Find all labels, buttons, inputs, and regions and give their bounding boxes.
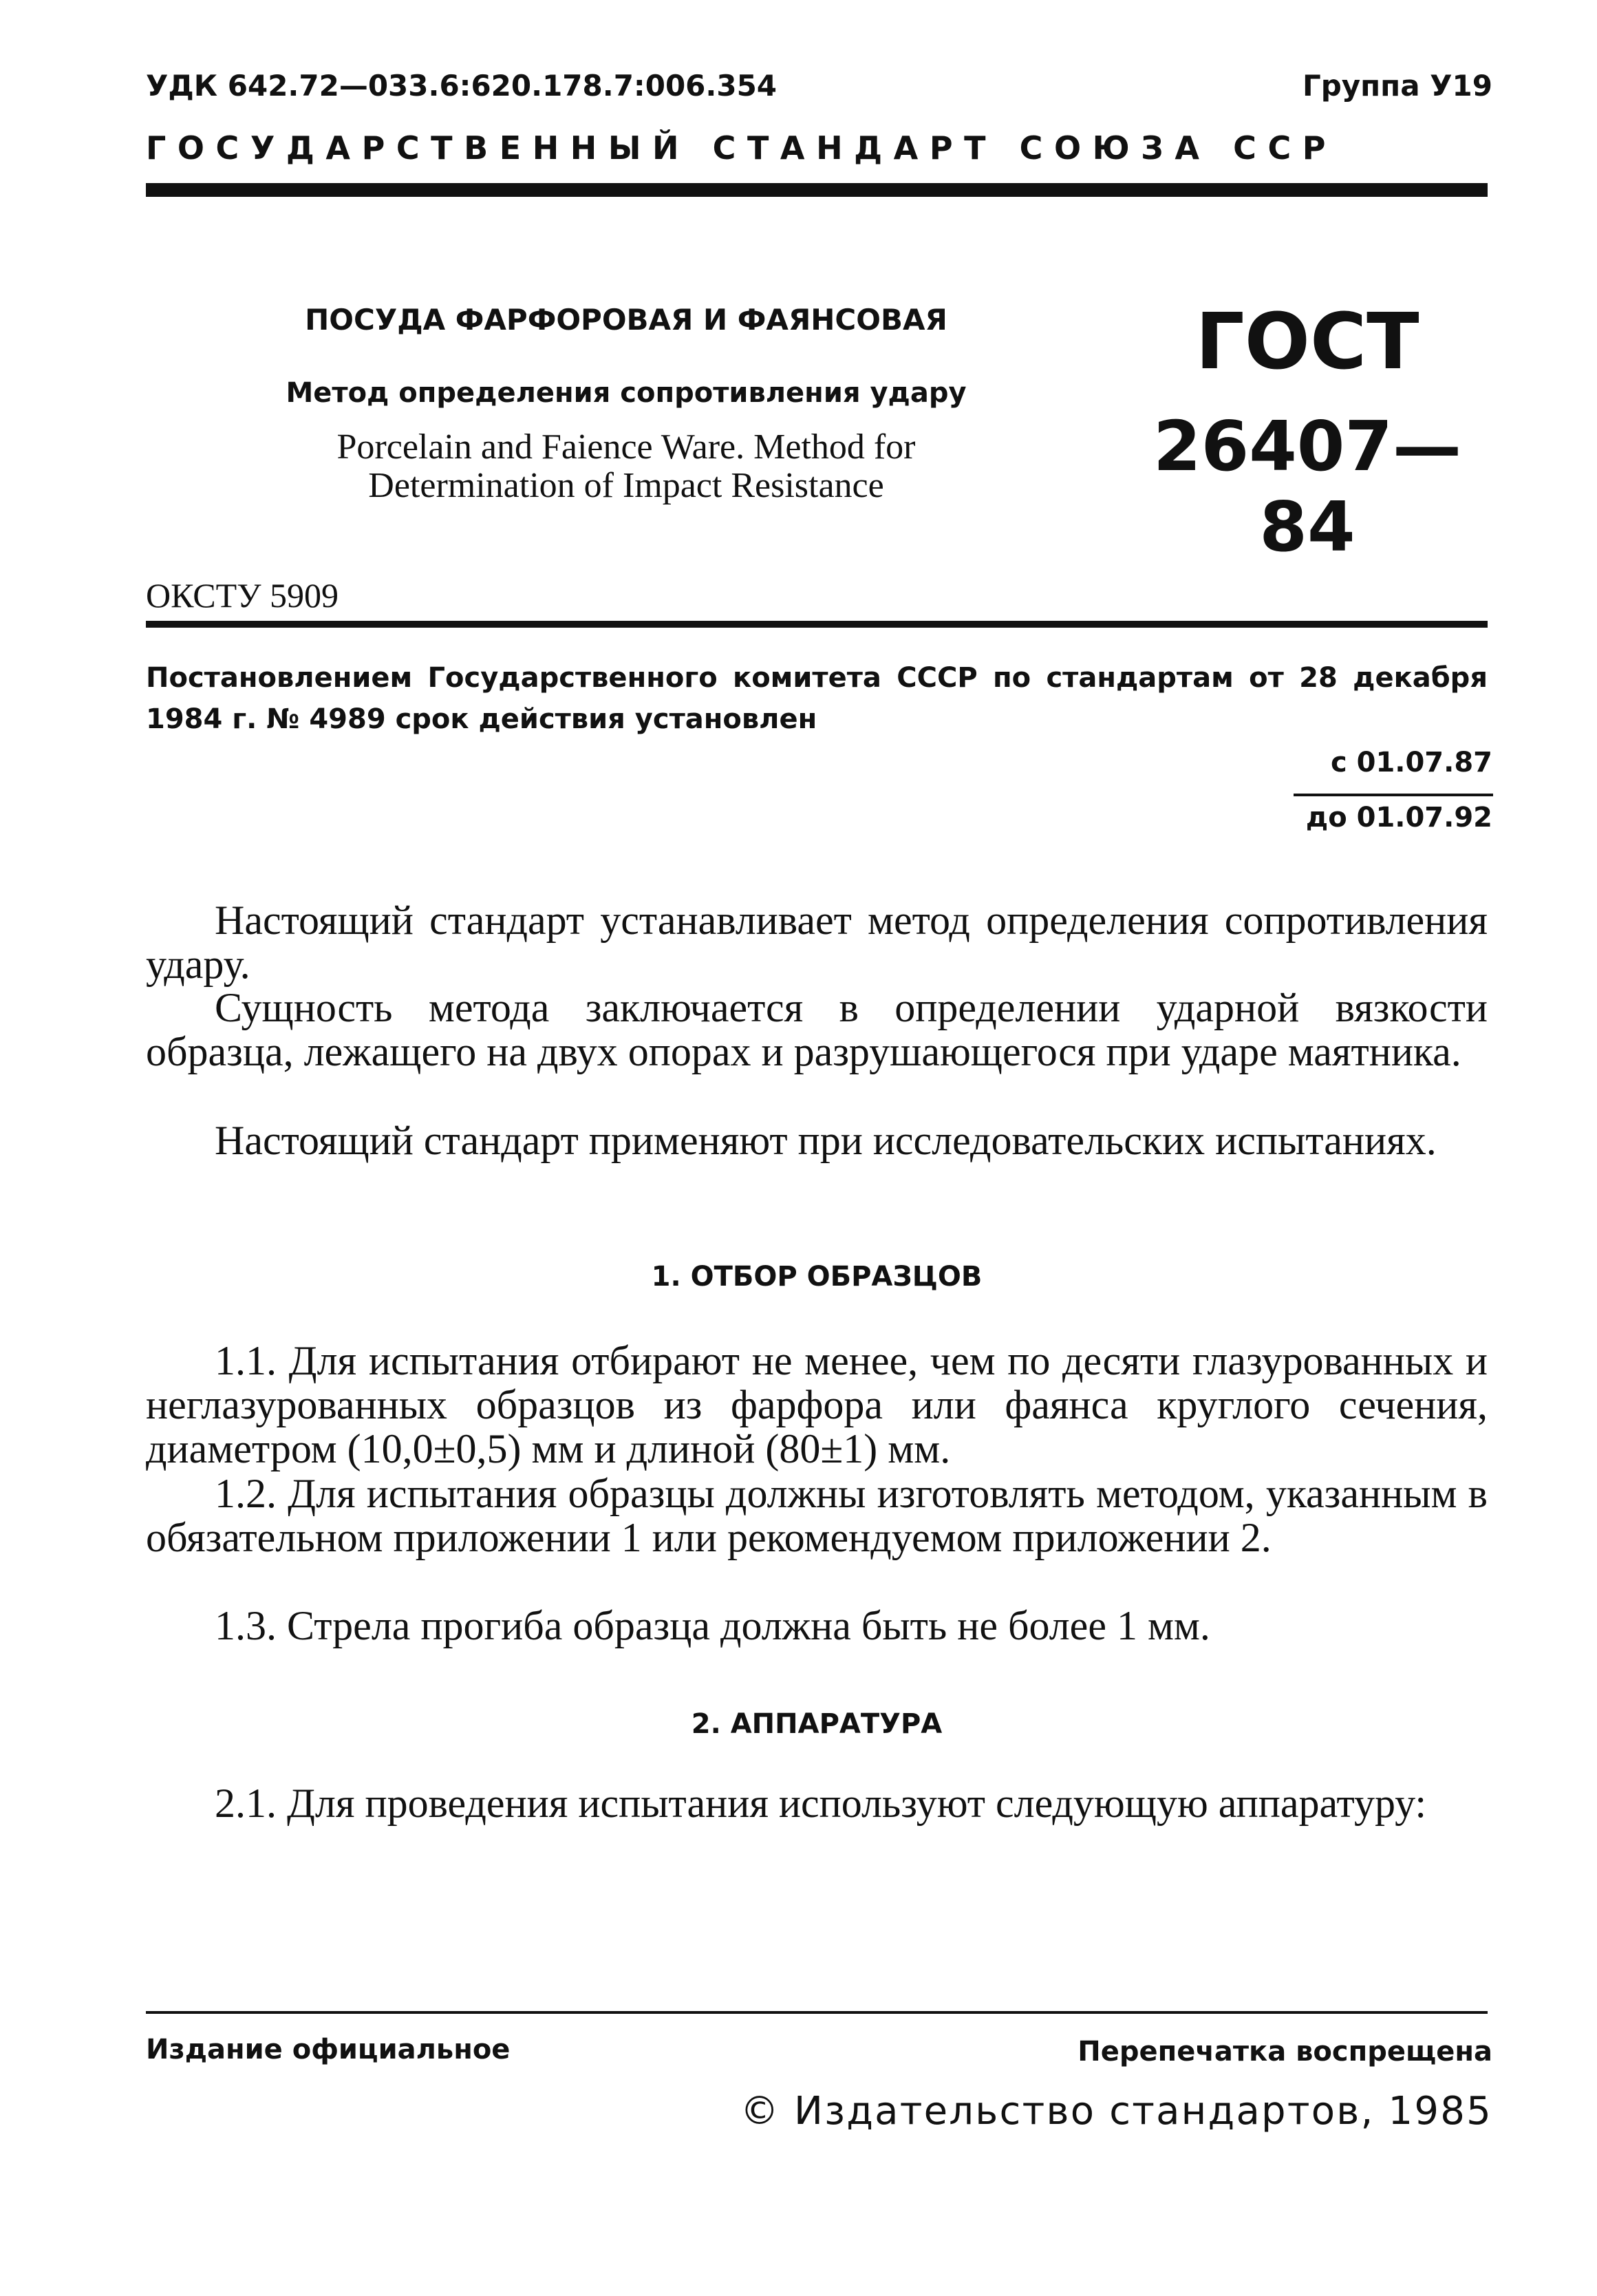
intro-paragraph-3: Настоящий стандарт применяют при исследовательских испытаниях. bbox=[215, 1118, 1437, 1163]
group-code: Группа У19 bbox=[1302, 69, 1492, 103]
footer-rule bbox=[146, 2011, 1488, 2014]
gost-label: ГОСТ bbox=[1195, 297, 1419, 387]
reprint-note: Перепечатка воспрещена bbox=[1078, 2036, 1492, 2068]
state-standard-banner: ГОСУДАРСТВЕННЫЙ СТАНДАРТ СОЮЗА ССР bbox=[146, 129, 1338, 167]
clause-1-1: 1.1. Для испытания отбирают не менее, чем по десяти глазурованных и неглазурованных образцов из фарфора или фаянса круглого сечения, диаметром (10,0±0,5) мм и длиной (80±1) мм. bbox=[146, 1338, 1488, 1471]
validity-rule bbox=[1294, 794, 1493, 796]
intro-paragraph-1: Настоящий стандарт устанавливает метод определения сопротивления удару. bbox=[146, 897, 1488, 987]
section-1-heading: 1. ОТБОР ОБРАЗЦОВ bbox=[651, 1261, 983, 1293]
document-subtitle-ru: Метод определения сопротивления удару bbox=[286, 377, 967, 409]
valid-to: до 01.07.92 bbox=[1305, 802, 1492, 833]
decree-text: Постановлением Государственного комитета СССР по стандартам от 28 декабря 1984 г. № 4989 срок действия установлен bbox=[146, 662, 1488, 735]
clause-1-3: 1.3. Стрела прогиба образца должна быть не более 1 мм. bbox=[215, 1603, 1210, 1648]
edition-note: Издание официальное bbox=[146, 2034, 511, 2065]
clause-2-1: 2.1. Для проведения испытания используют следующую аппаратуру: bbox=[215, 1781, 1427, 1826]
intro-paragraph-2: Сущность метода заключается в определении ударной вязкости образца, лежащего на двух опорах и разрушающегося при ударе маятника. bbox=[146, 985, 1488, 1074]
document-title-en: Porcelain and Faience Ware. Method for Determination of Impact Resistance bbox=[336, 427, 916, 505]
okstu-code: ОКСТУ 5909 bbox=[146, 576, 339, 615]
valid-from: с 01.07.87 bbox=[1330, 747, 1492, 778]
document-title-ru: ПОСУДА ФАРФОРОВАЯ И ФАЯНСОВАЯ bbox=[305, 303, 947, 337]
udc-code: УДК 642.72—033.6:620.178.7:006.354 bbox=[146, 69, 778, 103]
clause-1-2: 1.2. Для испытания образцы должны изготовлять методом, указанным в обязательном приложении 1 или рекомендуемом приложении 2. bbox=[146, 1471, 1488, 1560]
section-2-heading: 2. АППАРАТУРА bbox=[691, 1708, 943, 1740]
header-rule bbox=[146, 183, 1488, 197]
gost-number: 26407—84 bbox=[1153, 406, 1461, 567]
okstu-rule bbox=[146, 621, 1488, 628]
copyright-note: © Издательство стандартов, 1985 bbox=[740, 2089, 1492, 2134]
